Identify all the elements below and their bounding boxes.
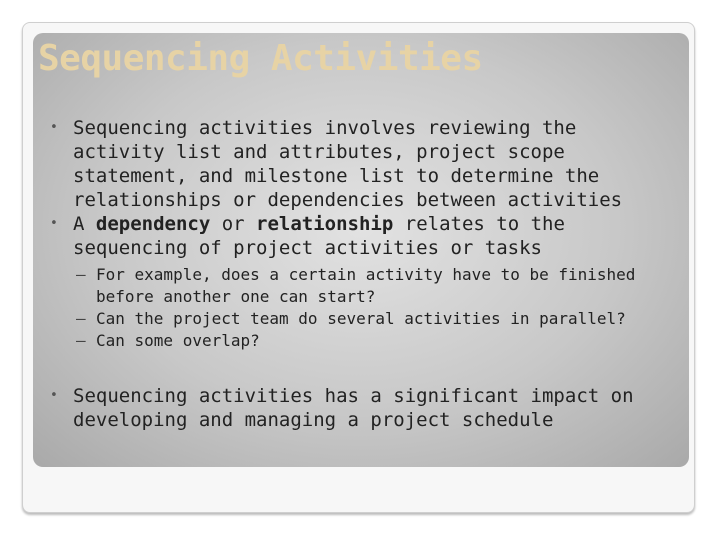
bullet-marker: • [50,388,58,403]
slide-title: Sequencing Activities [38,38,483,79]
bullet-marker: • [50,120,58,135]
slide-body [48,116,668,432]
bullet-text-prefix: A [73,213,96,235]
sub-bullet-text: Can the project team do several activities in parallel? [96,309,626,328]
dash-marker: – [76,265,86,284]
sub-bullet-item-3 [76,330,668,352]
bullet-marker: • [50,216,58,231]
bullet-item-2 [48,212,668,260]
sub-bullet-text: For example, does a certain activity have to be finished before another one can start? [96,265,636,306]
sub-bullet-item-2 [76,308,668,330]
bullet-text: Sequencing activities has a significant impact on developing and managing a project schedule [73,385,634,431]
sub-bullet-text: Can some overlap? [96,331,260,350]
bullet-item-1 [48,116,668,212]
bullet-bold-dependency: dependency [95,213,211,235]
sub-bullet-item-1 [76,264,668,308]
bullet-bold-relationship: relationship [256,213,394,235]
sub-bullet-list [48,264,668,352]
dash-marker: – [76,331,86,350]
bullet-text: Sequencing activities involves reviewing the activity list and attributes, project scope statement, and milestone list to determine the relationships or dependencies between activities [73,117,623,211]
bullet-text-middle: or [210,213,257,235]
bullet-item-3 [48,384,668,432]
dash-marker: – [76,309,86,328]
bullet-text-suffix: relates to the sequencing of project activities or tasks [73,213,565,259]
